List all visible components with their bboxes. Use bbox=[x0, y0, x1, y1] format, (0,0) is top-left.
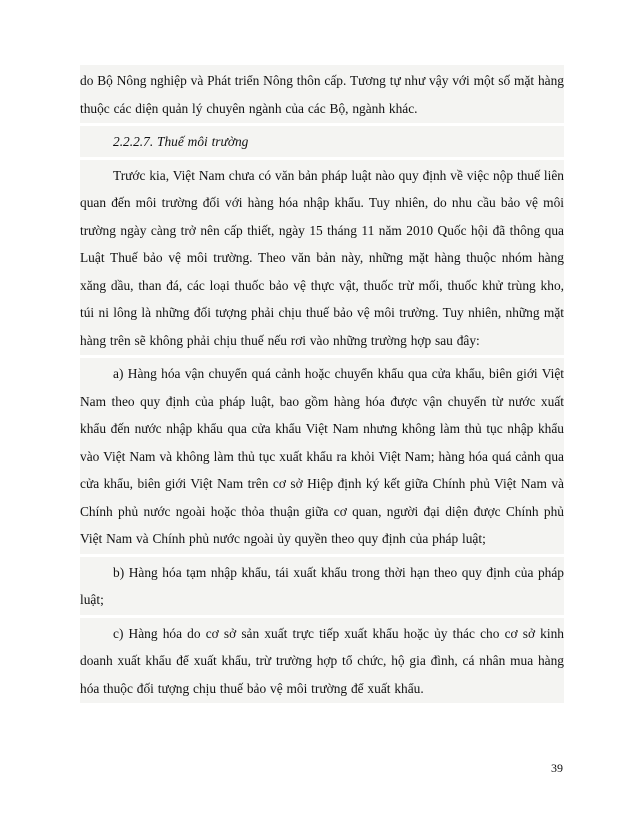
paragraph-item-a: a) Hàng hóa vận chuyển quá cảnh hoặc chuyển khẩu qua cửa khẩu, biên giới Việt Nam theo quy định của pháp luật, bao gồm hàng hóa được vận chuyển từ nước xuất khẩu đến nước nhập khẩu qua cửa khẩu Việt Nam nhưng không làm thủ tục nhập khẩu vào Việt Nam và không làm thủ tục xuất khẩu ra khỏi Việt Nam; hàng hóa quá cảnh qua cửa khẩu, biên giới Việt Nam trên cơ sở Hiệp định ký kết giữa Chính phủ Việt Nam và Chính phủ nước ngoài hoặc thỏa thuận giữa cơ quan, người đại diện được Chính phủ Việt Nam và Chính phủ nước ngoài ủy quyền theo quy định của pháp luật; bbox=[80, 358, 564, 554]
page-body bbox=[80, 65, 564, 706]
section-heading: 2.2.2.7. Thuế môi trường bbox=[80, 126, 564, 157]
paragraph-continuation: do Bộ Nông nghiệp và Phát triển Nông thôn cấp. Tương tự như vậy với một số mặt hàng thuộc các diện quản lý chuyên ngành của các Bộ, ngành khác. bbox=[80, 65, 564, 123]
paragraph-item-c: c) Hàng hóa do cơ sở sản xuất trực tiếp xuất khẩu hoặc ủy thác cho cơ sở kinh doanh xuất khẩu để xuất khẩu, trừ trường hợp tổ chức, hộ gia đình, cá nhân mua hàng hóa thuộc đối tượng chịu thuế bảo vệ môi trường để xuất khẩu. bbox=[80, 618, 564, 704]
paragraph-intro: Trước kia, Việt Nam chưa có văn bản pháp luật nào quy định về việc nộp thuế liên quan đến môi trường đối với hàng hóa nhập khẩu. Tuy nhiên, do nhu cầu bảo vệ môi trường ngày càng trở nên cấp thiết, ngày 15 tháng 11 năm 2010 Quốc hội đã thông qua Luật Thuế bảo vệ môi trường. Theo văn bản này, những mặt hàng thuộc nhóm hàng xăng dầu, than đá, các loại thuốc bảo vệ thực vật, thuốc trừ mối, thuốc khử trùng kho, túi ni lông là những đối tượng phải chịu thuế bảo vệ môi trường. Tuy nhiên, những mặt hàng trên sẽ không phải chịu thuế nếu rơi vào những trường hợp sau đây: bbox=[80, 160, 564, 356]
page-number: 39 bbox=[551, 761, 563, 775]
paragraph-item-b: b) Hàng hóa tạm nhập khẩu, tái xuất khẩu trong thời hạn theo quy định của pháp luật; bbox=[80, 557, 564, 615]
